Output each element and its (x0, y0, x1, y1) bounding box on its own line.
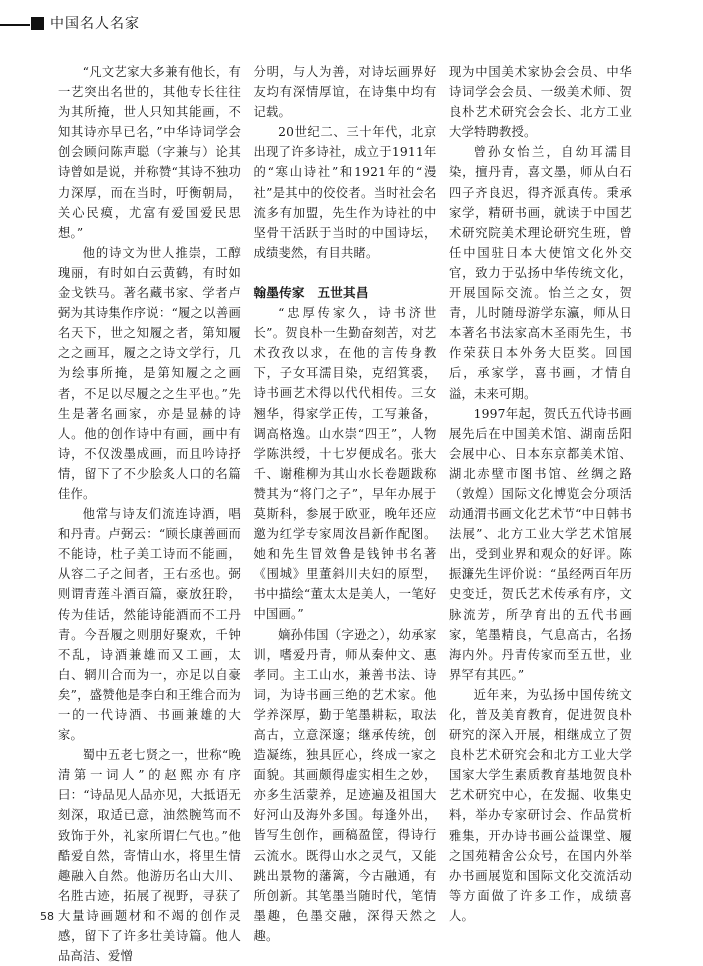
paragraph: 他的诗文为世人推崇，工醇瑰丽，有时如白云黄鹤，有时如金戈铁马。著名藏书家、学者卢弼为其诗集作序说：“履之以善画名天下，世之知履之者，第知履之之画耳，履之之诗文学行，几为绘事所掩，是第知履之之画者，不足以尽履之之生平也。”先生是著名画家，亦是显赫的诗人。他的创作诗中有画，画中有诗，不仅泼墨成画，而且吟诗抒情，留下了不少脍炙人口的名篇佳作。 (58, 245, 241, 501)
paragraph-continued: 现为中国美术家协会会员、中华诗词学会会员、一级美术师、贺良朴艺术研究会会长、北方工业大学特聘教授。 (449, 65, 632, 140)
section-heading: 翰墨传家 五世其昌 (253, 284, 369, 300)
header-rule (0, 24, 30, 26)
paragraph: “凡文艺家大多兼有他长，有一艺突出名世的，其他专长往往为其所掩，世人只知其能画，不知其诗亦早已名，”中华诗词学会创会顾问陈声聪（字兼与）论其诗曾如是说，并称赞“其诗不独功力深厚，而在当时，吁衡朝局，关心民瘼，尤富有爱国爱民思想。” (58, 65, 241, 240)
running-header (0, 14, 703, 38)
page-number: 58 (40, 910, 54, 923)
paragraph: 曾孙女怡兰，自幼耳濡目染，擅丹青，喜文墨，师从白石四子齐良迟，得齐派真传。秉承家学，精研书画，就读于中国艺术研究院美术理论研究生班，曾任中国驻日本大使馆文化外交官，致力于弘扬中华传统文化，开展国际交流。怡兰之女，贺青，儿时随母游学东瀛，师从日本著名书法家高木圣雨先生，书作荣获日本外务大臣奖。回国后，承家学，喜书画，才情自溢，未来可期。 (449, 145, 632, 401)
paragraph: 嫡孙伟国（字逊之），幼承家训，嗜爱丹青，师从秦仲文、惠孝同。主工山水，兼善书法、诗词，为诗书画三绝的艺术家。他学养深厚，勤于笔墨耕耘，取法高古，立意深邃；继承传统，创造凝练，独具匠心，终成一家之面貌。其画颇得虚实相生之妙，亦多生活蒙养，足迹遍及祖国大好河山及海外多国。每逢外出，皆写生创作，画稿盈筐，得诗行云流水。既得山水之灵气，又能跳出景物的藩篱，今古融通，有所创新。其笔墨当随时代，笔情墨趣，色墨交融，深得天然之趣。 (253, 627, 437, 943)
header-title: 中国名人名家 (50, 16, 140, 32)
paragraph: 蜀中五老七贤之一，世称“晚清第一词人”的赵熙亦有序曰：“诗品见人品亦见，大抵语无刻深，取适已意，油然腕笃而不致饰于外，礼家所谓仁气也。”他酷爱自然，寄情山水，将里生情趣融入自然。他游历名山大川、名胜古迹，拓展了视野，寻获了大量诗画题材和不竭的创作灵感，留下了许多壮美诗篇。他人品高洁、爱憎 (58, 748, 241, 964)
paragraph: 1997年起，贺氏五代诗书画展先后在中国美术馆、湖南岳阳会展中心、日本东京都美术馆、湖北赤壁市图书馆、丝绸之路（敦煌）国际文化博览会分项活动通渭书画文化艺术节“中日韩书法展”、北方工业大学艺术馆展出，受到业界和观众的好评。陈振濂先生评价说：“虽经两百年历史变迁，贺氏艺术传承有序，文脉流芳，所孕育出的五代书画家，笔墨精良，气息高古，名扬海内外。丹青传家而至五世，业界罕有其匹。” (449, 406, 632, 682)
header-square-icon (31, 17, 44, 30)
paragraph: 他常与诗友们流连诗酒，唱和丹青。卢弼云：“顾长康善画而不能诗，杜子美工诗而不能画，从容二子之间者，王右丞也。弼则谓青莲斗酒百篇，豪放狂聆，传为佳话，然能诗能酒而不工丹青。今吾履之则朋好聚欢，千钟不乱，诗酒兼雄而又工画，太白、辋川合而为一，亦足以自豪矣”，盛赞他是李白和王维合而为一的一代诗酒、书画兼雄的大家。 (58, 507, 241, 743)
paragraph: 近年来，为弘扬中国传统文化，普及美育教育，促进贺良朴研究的深入开展，相继成立了贺良朴艺术研究会和北方工业大学国家大学生素质教育基地贺良朴艺术研究中心，在发掘、收集史料，举办专家研讨会、作品赏析雅集，开办诗书画公益课堂、履之国苑精舍公众号，在国内外举办书画展览和国际文化交流活动等方面做了许多工作，成绩喜人。 (449, 687, 632, 923)
article-body (58, 62, 632, 966)
paragraph: 20世纪二、三十年代，北京出现了许多诗社，成立于1911年的“寒山诗社”和1921年的“漫社”是其中的佼佼者。当时社会名流多有加盟，先生作为诗社的中坚骨干活跃于当时的中国诗坛，成绩斐然，有目共睹。 (253, 125, 437, 260)
paragraph: “忠厚传家久，诗书济世长”。贺良朴一生勤奋刻苦，对艺术孜孜以求，在他的言传身教下，子女耳濡目染，克绍箕裘，诗书画艺术得以代代相传。三女翘华，得家学正传，工写兼备，调高格逸。山水崇“四王”，人物学陈洪绶，十七岁便成名。张大千、谢稚柳为其山水长卷题跋称赞其为“将门之子”，早年办展于莫斯科，参展于欧亚，晚年还应邀为红学专家周汝昌新作配图。她和先生冒效鲁是钱钟书名著《围城》里董斜川夫妇的原型，书中描绘“董太太是美人，一笔好中国画。” (253, 306, 437, 622)
column-2 (254, 62, 437, 966)
column-1 (58, 62, 241, 966)
paragraph-continued: 分明，与人为善，对诗坛画界好友均有深情厚谊，在诗集中均有记载。 (253, 65, 437, 120)
column-3 (449, 62, 632, 966)
